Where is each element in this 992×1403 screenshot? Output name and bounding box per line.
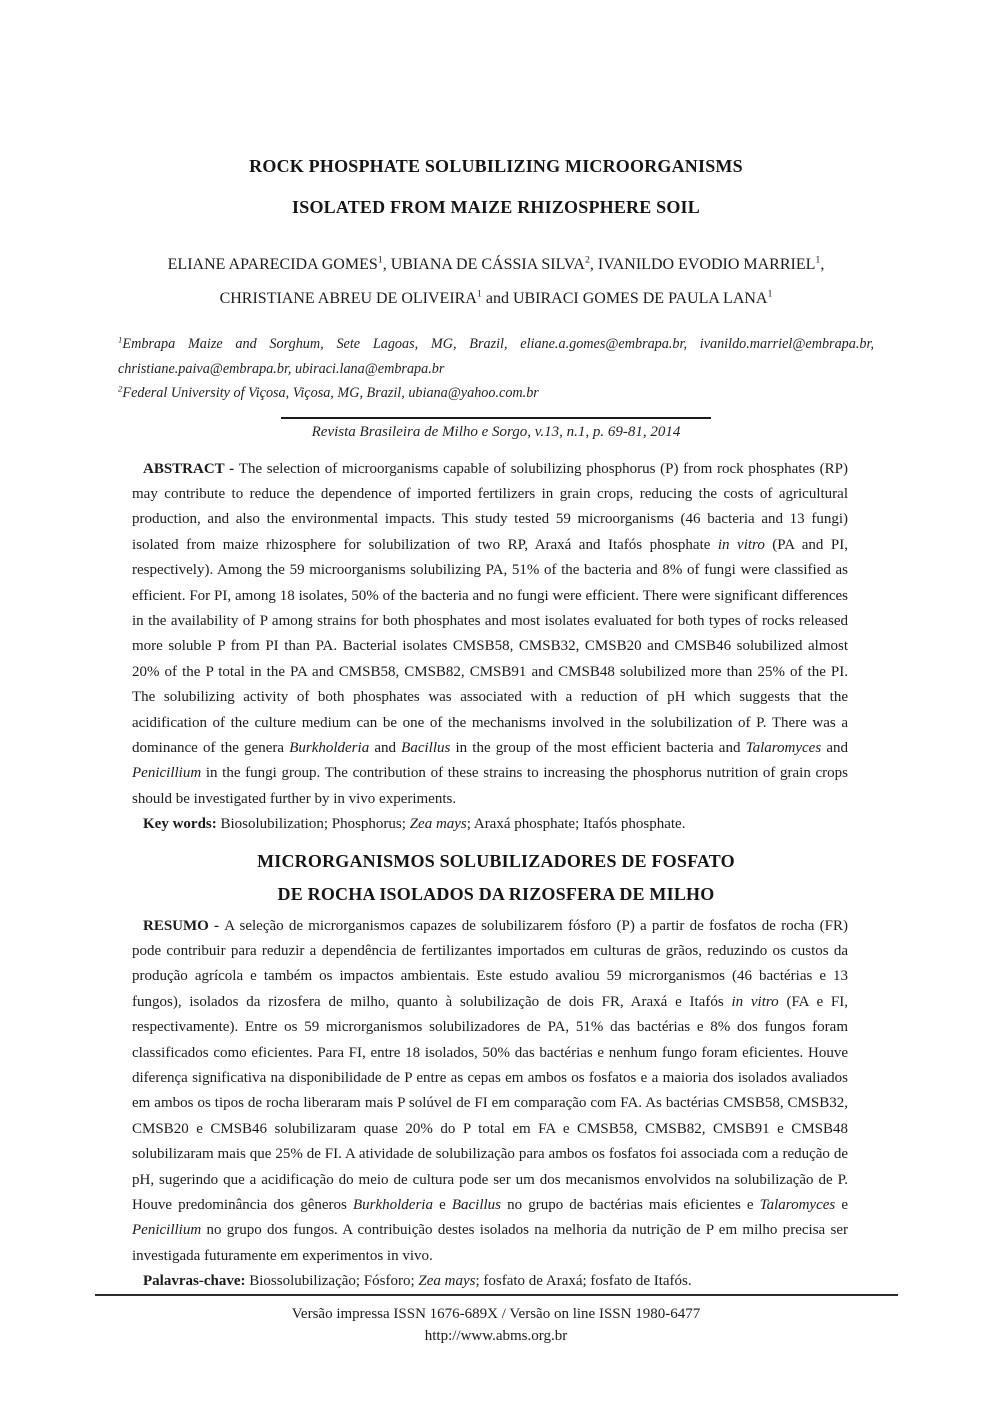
author-line-2: CHRISTIANE ABREU DE OLIVEIRA$^1$ and UBIRACI GOMES DE PAULA LANA$^1$ — [219, 288, 773, 307]
affiliation-1: $^1$Embrapa Maize and Sorghum, Sete Lagoas, MG, Brazil, eliane.a.gomes@embrapa.br, ivanildo.marriel@embrapa.br, christiane.paiva@embrapa.br, ubiraci.lana@embrapa.br — [118, 334, 874, 377]
journal-reference-block — [118, 417, 874, 442]
paper-title-english — [118, 0, 874, 228]
page-footer — [0, 1294, 992, 1347]
footer-url: http://www.abms.org.br — [424, 1328, 568, 1344]
abstract-paragraph: ABSTRACT - The selection of microorganisms capable of solubilizing phosphorus (P) from rock phosphates (RP) may contribute to reduce the dependence of imported fertilizers in grain crops, reducing the costs of agricultural production, and also the environmental impacts. This study tested 59 microorganisms (46 bacteria and 13 fungi) isolated from maize rhizosphere for solubilization of two RP, Araxá and Itafós phosphate in vitro (PA and PI, respectively). Among the 59 microorganisms solubilizing PA, 51% of the bacteria and 8% of fungi were classified as efficient. For PI, among 18 isolates, 50% of the bacteria and no fungi were efficient. There were significant differences in the availability of P among strains for both phosphates and most isolates evaluated for both types of rocks released more soluble P from PI than PA. Bacterial isolates CMSB58, CMSB32, CMSB20 and CMSB46 solubilized almost 20% of the P total in the PA and CMSB58, CMSB82, CMSB91 and CMSB48 solubilized more than 25% of the PI. The solubilizing activity of both phosphates was associated with a reduction of pH which suggests that the acidification of the culture medium can be one of the mechanisms involved in the solubilization of P. There was a dominance of the genera Burkholderia and Bacillus in the group of the most efficient bacteria and Talaromyces and Penicillium in the fungi group. The contribution of these strains to increasing the phosphorus nutrition of grain crops should be investigated further by in vivo experiments. — [132, 460, 848, 807]
footer-rule-divider — [95, 1294, 898, 1296]
title-portuguese-line-2: DE ROCHA ISOLADOS DA RIZOSFERA DE MILHO — [277, 883, 715, 904]
affiliations-block — [118, 332, 874, 406]
author-list — [118, 248, 874, 316]
palavras-chave-line: Palavras-chave: Biossolubilização; Fósforo; Zea mays; fosfato de Araxá; fosfato de Itafós. — [143, 1273, 692, 1290]
keywords-line: Key words: Biosolubilization; Phosphorus; Zea mays; Araxá phosphate; Itafós phosphate. — [143, 816, 686, 833]
footer-issn-line: Versão impressa ISSN 1676-689X / Versão on line ISSN 1980-6477 — [291, 1306, 701, 1322]
title-english-line-1: ROCK PHOSPHATE SOLUBILIZING MICROORGANISMS — [249, 156, 743, 176]
resumo-paragraph: RESUMO - A seleção de microrganismos capazes de solubilizarem fósforo (P) a partir de fosfatos de rocha (FR) pode contribuir para reduzir a dependência de fertilizantes importados em culturas de grãos, reduzindo os custos da produção agrícola e também os impactos ambientais. Este estudo avaliou 59 microrganismos (46 bactérias e 13 fungos), isolados da rizosfera de milho, quanto à solubilização de dois FR, Araxá e Itafós in vitro (FA e FI, respectivamente). Entre os 59 microrganismos solubilizadores de PA, 51% das bactérias e 8% dos fungos foram classificados como eficientes. Para FI, entre 18 isolados, 50% das bactérias e nenhum fungo foram eficientes. Houve diferença significativa na disponibilidade de P entre as cepas em ambos os fosfatos e a maioria dos isolados avaliados em ambos os tipos de rocha liberaram mais P solúvel de FI em comparação com FA. As bactérias CMSB58, CMSB32, CMSB20 e CMSB46 solubilizaram quase 20% do P total em FA e CMSB58, CMSB82, CMSB91 e CMSB48 solubilizaram mais que 25% de FI. A atividade de solubilização para ambos os fosfatos foi associada com a redução de pH, sugerindo que a acidificação do meio de cultura pode ser um dos mecanismos envolvidos na solubilização de P. Houve predominância dos gêneros Burkholderia e Bacillus no grupo de bactérias mais eficientes e Talaromyces e Penicillium no grupo dos fungos. A contribuição destes isolados na melhoria da nutrição de P em milho precisa ser investigada futuramente em experimentos in vivo. — [132, 917, 848, 1264]
paper-title-portuguese — [118, 845, 874, 911]
title-portuguese-line-1: MICRORGANISMOS SOLUBILIZADORES DE FOSFATO — [257, 850, 735, 871]
title-english-line-2: ISOLATED FROM MAIZE RHIZOSPHERE SOIL — [292, 197, 700, 217]
author-line-1: ELIANE APARECIDA GOMES$^1$, UBIANA DE CÁSSIA SILVA$^2$, IVANILDO EVODIO MARRIEL$^1$, — [167, 254, 825, 273]
journal-reference-text: Revista Brasileira de Milho e Sorgo, v.13, n.1, p. 69-81, 2014 — [311, 423, 681, 440]
affiliation-2: $^2$Federal University of Viçosa, Viçosa, MG, Brazil, ubiana@yahoo.com.br — [118, 383, 539, 401]
page-content — [118, 0, 874, 1295]
